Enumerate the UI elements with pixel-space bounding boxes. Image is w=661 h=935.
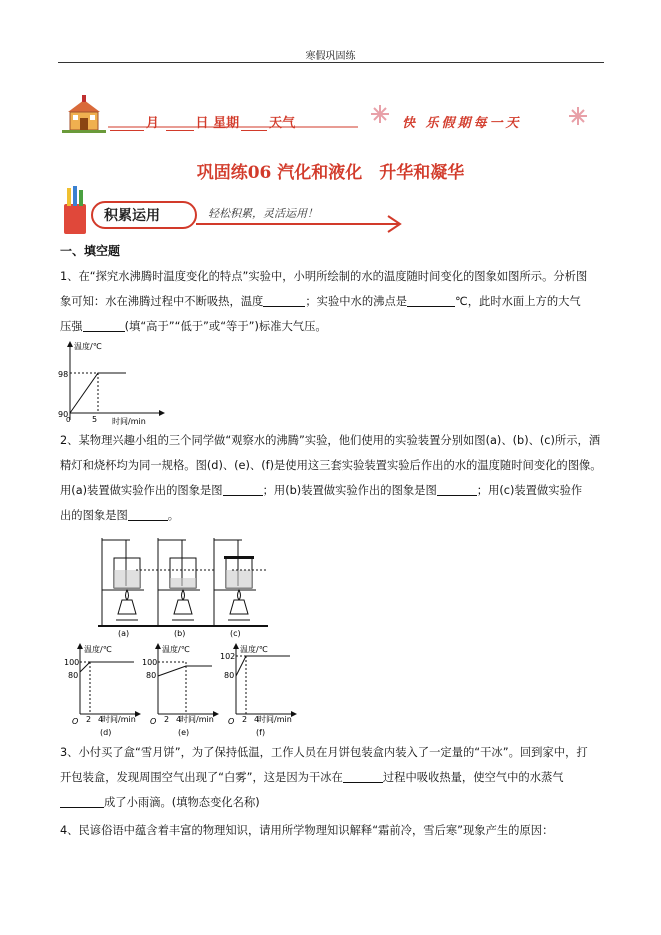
apparatus-b <box>154 538 212 626</box>
banner-weather: 天气 <box>269 116 296 131</box>
q1-xlabel: 时间/min <box>112 417 146 426</box>
graph-xtick-4: 4 <box>176 715 182 724</box>
banner-month: 月 <box>146 116 160 131</box>
page-header: 寒假巩固练 <box>305 51 356 62</box>
q1-ytick-bottom: 90 <box>58 410 69 419</box>
graph-xlabel: 时间/min <box>258 715 292 724</box>
answer-blank[interactable] <box>343 770 383 783</box>
graph-label: (d) <box>100 728 112 737</box>
graph-origin: O <box>72 717 79 726</box>
q3-line1: 3、小付买了盒“雪月饼”，为了保持低温，工作人员在月饼包装盒内装入了一定量的“干冰”。回到家中，打 <box>60 746 588 759</box>
q2-line4: 出的图象是图 。 <box>60 509 180 522</box>
q1-line3: 压强 (填“高于”“低于”或“等于”)标准大气压。 <box>60 320 327 333</box>
q1-ytick-top: 98 <box>58 370 69 379</box>
q2-line2: 精灯和烧杯均为同一规格。图(d)、(e)、(f)是使用这三套实验装置实验后作出的水的温度随时间变化的图像。 <box>60 459 602 472</box>
q1-line1: 1、在“探究水沸腾时温度变化的特点”实验中，小明所绘制的水的温度随时间变化的图象如图所示。分析图 <box>60 270 588 283</box>
question-1 <box>60 264 606 339</box>
graph-origin: O <box>228 717 235 726</box>
banner-date-fields <box>108 112 295 131</box>
snowflake-icon <box>569 107 587 125</box>
graph-xlabel: 时间/min <box>102 715 136 724</box>
answer-blank[interactable] <box>437 483 477 496</box>
apparatus-label-c: (c) <box>230 629 241 638</box>
graph-ylabel: 温度/℃ <box>162 645 190 654</box>
banner-day: 日 <box>195 116 209 131</box>
graph-f <box>220 643 297 737</box>
q2-line3: 用(a)装置做实验作出的图象是图 ；用(b)装置做实验作出的图象是图 ；用(c)装置做实验作 <box>60 484 583 497</box>
graph-ytick-top: 102 <box>220 652 236 661</box>
answer-blank[interactable] <box>128 508 168 521</box>
apparatus-label-b: (b) <box>174 629 186 638</box>
q2-apparatus-figure <box>96 534 286 642</box>
graph-ylabel: 温度/℃ <box>240 645 268 654</box>
graph-origin: O <box>150 717 157 726</box>
q4-line1: 4、民谚俗语中蕴含着丰富的物理知识，请用所学物理知识解释“霜前冷，雪后寒”现象产生的原因： <box>60 824 554 837</box>
apparatus-label-a: (a) <box>118 629 130 638</box>
banner-weekday: 星期 <box>213 116 240 131</box>
graph-xtick-2: 2 <box>242 715 248 724</box>
graph-e <box>142 643 219 737</box>
banner-motto: 快 乐假期每一天 <box>402 116 522 131</box>
question-4 <box>60 818 606 843</box>
q1-xtick: 5 <box>92 415 98 424</box>
graph-d <box>64 643 141 737</box>
graph-xtick-2: 2 <box>86 715 92 724</box>
school-house-icon <box>62 95 106 133</box>
question-3 <box>60 740 606 815</box>
question-2 <box>60 428 606 528</box>
graph-ytick-bottom: 80 <box>68 671 79 680</box>
q3-line3: 成了小雨滴。(填物态变化名称) <box>60 790 606 815</box>
apparatus-a <box>98 538 156 626</box>
q1-x-origin: 0 <box>66 416 71 424</box>
graph-label: (f) <box>256 728 266 737</box>
graph-ytick-bottom: 80 <box>146 671 157 680</box>
q2-line1: 2、某物理兴趣小组的三个同学做“观察水的沸腾”实验，他们使用的实验装置分别如图(a)、(b)、(c)所示，酒 <box>60 434 601 447</box>
page-title: 巩固练06 汽化和液化 升华和凝华 <box>196 163 465 183</box>
graph-xtick-2: 2 <box>164 715 170 724</box>
answer-blank[interactable] <box>223 483 263 496</box>
graph-ytick-top: 100 <box>64 658 80 667</box>
snowflake-icon <box>371 105 389 123</box>
graph-ytick-top: 100 <box>142 658 158 667</box>
q1-ylabel: 温度/℃ <box>74 342 102 351</box>
q3-line2: 开包装盒，发现周围空气出现了“白雾”，这是因为干冰在 过程中吸收热量，使空气中的水蒸气 <box>60 771 564 784</box>
pencil-cup-icon <box>64 186 86 234</box>
graph-xlabel: 时间/min <box>180 715 214 724</box>
section-badge-slogan: 轻松积累，灵活运用！ <box>208 207 318 220</box>
answer-blank[interactable] <box>60 795 104 808</box>
graph-ylabel: 温度/℃ <box>84 645 112 654</box>
q1-temperature-graph <box>58 338 168 428</box>
answer-blank[interactable] <box>407 294 455 307</box>
graph-label: (e) <box>178 728 190 737</box>
answer-blank[interactable] <box>83 319 125 332</box>
answer-blank[interactable] <box>263 294 305 307</box>
section-heading: 一、填空题 <box>60 244 121 258</box>
section-badge-label: 积累运用 <box>104 208 160 224</box>
header-divider <box>58 62 604 63</box>
q1-line2: 象可知：水在沸腾过程中不断吸热，温度 ；实验中水的沸点是 ℃，此时水面上方的大气 <box>60 295 581 308</box>
q2-graphs <box>64 642 304 738</box>
graph-xtick-4: 4 <box>254 715 260 724</box>
apparatus-c <box>210 538 268 626</box>
graph-ytick-bottom: 80 <box>224 671 235 680</box>
graph-xtick-4: 4 <box>98 715 104 724</box>
